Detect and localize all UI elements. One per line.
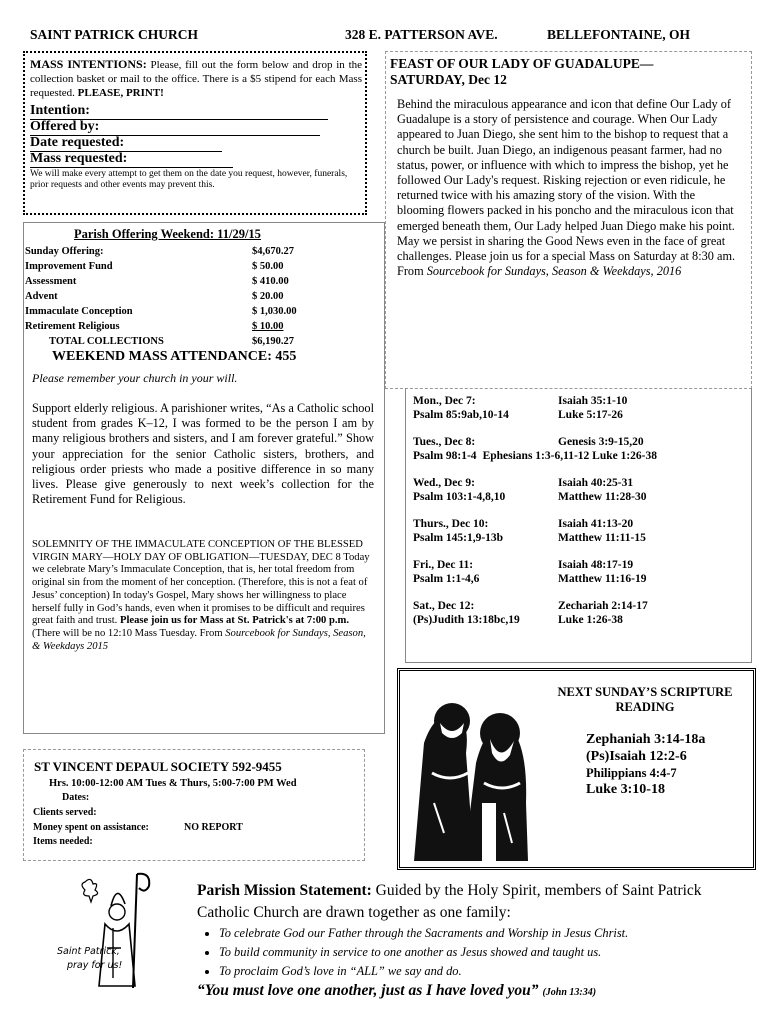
reading-gospel: Matthew 11:28-30 <box>558 491 647 503</box>
reading-day-label: Tues., Dec 8: <box>413 436 476 448</box>
mass-intentions-box <box>23 51 367 215</box>
mass-intentions-note: We will make every attempt to get them on the date you request, however, funerals, prior requests and other events may prevent this. <box>30 169 348 190</box>
retirement-text: Support elderly religious. A parishioner writes, “As a Catholic school student from grades K–12, I was formed to be the person I am by many religious brothers and sisters, and I am forever grateful.” Show your appreciation for the senior Catholic sisters, brothers, and religious order priests who made a positive difference in so many lives. Please give generously to next week’s collection for the Retirement Fund for Religious. <box>32 401 374 507</box>
offering-label: Assessment <box>25 276 77 287</box>
reading-psalm: (Ps)Judith 13:18bc,19 <box>413 614 520 626</box>
mission-bullet: • To build community in service to one another as Jesus showed and taught us. <box>219 943 747 962</box>
offering-amount: $ 10.00 <box>252 321 284 332</box>
offering-amount: $ 1,030.00 <box>252 306 297 317</box>
next-sunday-box <box>397 668 756 870</box>
mission-bullets <box>197 924 747 981</box>
reading-day <box>413 517 749 545</box>
offering-row <box>25 257 297 272</box>
saints-woodcut-icon <box>404 683 536 863</box>
mission-text <box>197 880 747 924</box>
total-amount: $6,190.27 <box>252 336 294 347</box>
offering-table <box>25 242 297 347</box>
total-label: TOTAL COLLECTIONS <box>49 336 164 347</box>
offering-amount: $ 410.00 <box>252 276 289 287</box>
offering-label: Improvement Fund <box>25 261 113 272</box>
offered-by-field[interactable] <box>30 119 320 136</box>
solemnity-mass: Please join us for Mass at St. Patrick's at 7:00 p.m. <box>119 615 349 627</box>
reading-first: Isaiah 41:13-20 <box>558 518 634 530</box>
readings-list <box>413 394 749 640</box>
mission-label: Parish Mission Statement: <box>197 882 372 899</box>
offering-label: Retirement Religious <box>25 321 120 332</box>
solemnity-tail: (There will be no 12:10 Mass Tuesday. From <box>32 627 223 639</box>
feast-box <box>385 51 752 389</box>
reading-day-label: Sat., Dec 12: <box>413 600 475 612</box>
offering-row <box>25 287 297 302</box>
next-sunday-reading-2: (Ps)Isaiah 12:2-6 <box>586 748 687 764</box>
reading-day-label: Mon., Dec 7: <box>413 395 476 407</box>
next-sunday-reading-1: Zephaniah 3:14-18a <box>586 732 706 747</box>
church-name: SAINT PATRICK CHURCH <box>30 27 199 42</box>
quote-text: “You must love one another, just as I have loved you” <box>197 982 539 999</box>
next-sunday-readings <box>586 732 705 798</box>
mission-body: Guided by the Holy Spirit, members of Saint Patrick Catholic Church are drawn together as one family: <box>197 882 702 921</box>
reading-day <box>413 558 749 586</box>
offering-label: Immaculate Conception <box>25 306 133 317</box>
mission-bullet: • To celebrate God our Father through the Sacraments and Worship in Jesus Christ. <box>219 924 747 943</box>
feast-body-text: Behind the miraculous appearance and icon that define Our Lady of Guadalupe is a story of persistence and courage. When Our Lady appeared to Juan Diego, she sent him to the bishop to request that a church be built. Juan Diego, an indigenous peasant farmer, had no status, power, or influence with which to impress the bishop, yet he followed Our Lady's request. Risking rejection or even ridicule, he returned twice with his amazing story of the vision. With the blooming flowers packed in his poncho and the miraculous icon that emerged beneath them, Our Lady helped Juan Diego make his point. May we persist in sharing the Good News even in the face of great challenges. Please join us for a special Mass on Saturday at 8:30 am. From <box>397 97 736 279</box>
please-print: PLEASE, PRINT! <box>77 87 164 99</box>
reading-day-label: Thurs., Dec 10: <box>413 518 489 530</box>
feast-source: Sourcebook for Sundays, Season & Weekdays, 2016 <box>426 264 682 279</box>
offering-row <box>25 302 297 317</box>
reading-first: Isaiah 48:17-19 <box>558 559 634 571</box>
reading-day <box>413 599 749 627</box>
reading-first: Zechariah 2:14-17 <box>558 600 648 612</box>
reading-psalm: Psalm 85:9ab,10-14 <box>413 409 509 421</box>
offering-title: Parish Offering Weekend: 11/29/15 <box>74 227 261 241</box>
reading-first: Isaiah 40:25-31 <box>558 477 634 489</box>
offered-by-label: Offered by: <box>30 119 320 136</box>
remember-will: Please remember your church in your will. <box>32 371 238 385</box>
feast-body <box>397 97 745 279</box>
reading-gospel: Luke 1:26-38 <box>558 614 623 626</box>
intention-field[interactable] <box>30 103 328 120</box>
feast-title <box>390 56 653 88</box>
reading-gospel: Matthew 11:11-15 <box>558 532 646 544</box>
svdp-hours: Hrs. 10:00-12:00 AM Tues & Thurs, 5:00-7:00 PM Wed <box>49 778 297 789</box>
svdp-money-value: NO REPORT <box>184 822 243 833</box>
svdp-box <box>23 749 365 861</box>
reading-day <box>413 394 749 422</box>
solemnity-source: Sourcebook for Sundays, Season, & Weekdays 2015 <box>32 627 366 652</box>
offering-total-row <box>25 332 297 347</box>
next-sunday-reading-3: Philippians 4:4-7 <box>586 766 677 780</box>
next-sunday-title-2: READING <box>615 700 675 714</box>
mass-requested-field[interactable] <box>30 151 233 168</box>
offering-box <box>23 222 385 734</box>
offering-row <box>25 242 297 257</box>
offering-amount: $ 20.00 <box>252 291 284 302</box>
svdp-items: Items needed: <box>33 836 93 847</box>
reading-first: Genesis 3:9-15,20 <box>558 436 644 448</box>
offering-amount: $ 50.00 <box>252 261 284 272</box>
reading-psalm: Psalm 103:1-4,8,10 <box>413 491 506 503</box>
offering-row <box>25 272 297 287</box>
page-header <box>30 27 750 45</box>
offering-label: Sunday Offering: <box>25 246 104 257</box>
svdp-title: ST VINCENT DEPAUL SOCIETY 592-9455 <box>34 759 282 774</box>
next-sunday-title <box>540 685 750 715</box>
solemnity-block <box>32 539 374 653</box>
date-requested-label: Date requested: <box>30 135 222 152</box>
offering-amount: $4,670.27 <box>252 246 294 257</box>
church-address: 328 E. PATTERSON AVE. <box>345 27 498 42</box>
offering-row <box>25 317 297 332</box>
svdp-clients: Clients served: <box>33 807 97 818</box>
saint-patrick-logo-icon <box>55 868 175 1003</box>
date-requested-field[interactable] <box>30 135 222 152</box>
next-sunday-title-1: NEXT SUNDAY’S SCRIPTURE <box>557 685 733 699</box>
feast-title-line: FEAST OF OUR LADY OF GUADALUPE— <box>390 56 654 71</box>
next-sunday-reading-4: Luke 3:10-18 <box>586 781 665 797</box>
mission-bullet: • To proclaim God’s love in “ALL” we say and do. <box>219 962 747 981</box>
reading-day <box>413 435 749 463</box>
mass-requested-label: Mass requested: <box>30 151 233 168</box>
daily-readings-box <box>405 388 752 663</box>
solemnity-text: SOLEMNITY OF THE IMMACULATE CONCEPTION OF THE BLESSED VIRGIN MARY—HOLY DAY OF OBLIGATION—TUESDAY, DEC 8 Today we celebrate Mary’s Immaculate Conception, that is, her total freedom from original sin from the moment of her conception. (Therefore, this is not a feat of Jesus’ conception) In today's Gospel, Mary shows her willingness to place herself fully in God’s hands, even when it promises to be difficult and requires great faith and trust. <box>32 539 370 627</box>
reading-gospel: Ephesians 1:3-6,11-12 Luke 1:26-38 <box>482 450 657 462</box>
feast-date: SATURDAY, Dec 12 <box>390 72 507 87</box>
mass-attendance: WEEKEND MASS ATTENDANCE: 455 <box>52 349 297 364</box>
church-city: BELLEFONTAINE, OH <box>547 27 691 42</box>
reading-day-label: Wed., Dec 9: <box>413 477 475 489</box>
svdp-dates: Dates: <box>62 792 90 803</box>
reading-day-label: Fri., Dec 11: <box>413 559 474 571</box>
svdp-money: Money spent on assistance: <box>33 822 149 833</box>
intention-label: Intention: <box>30 103 328 120</box>
reading-psalm: Psalm 1:1-4,6 <box>413 573 480 585</box>
reading-gospel: Luke 5:17-26 <box>558 409 623 421</box>
logo-text: pray for us! <box>67 960 123 971</box>
mass-intentions-title: MASS INTENTIONS: <box>30 57 147 71</box>
reading-day <box>413 476 749 504</box>
mission-quote <box>197 982 747 1000</box>
offering-label: Advent <box>25 291 58 302</box>
mass-intentions-text: Please, fill out the form below and drop in the collection basket or mail to the office. There is a $5 stipend for each Mass requested. <box>30 59 363 99</box>
reading-psalm: Psalm 145:1,9-13b <box>413 532 504 544</box>
mission-statement <box>197 880 747 1000</box>
mass-intentions-intro <box>30 57 362 100</box>
reading-gospel: Matthew 11:16-19 <box>558 573 647 585</box>
quote-reference: (John 13:34) <box>542 987 597 998</box>
logo-text: Saint Patrick, <box>57 946 120 957</box>
reading-psalm: Psalm 98:1-4 <box>413 450 477 462</box>
reading-first: Isaiah 35:1-10 <box>558 395 628 407</box>
